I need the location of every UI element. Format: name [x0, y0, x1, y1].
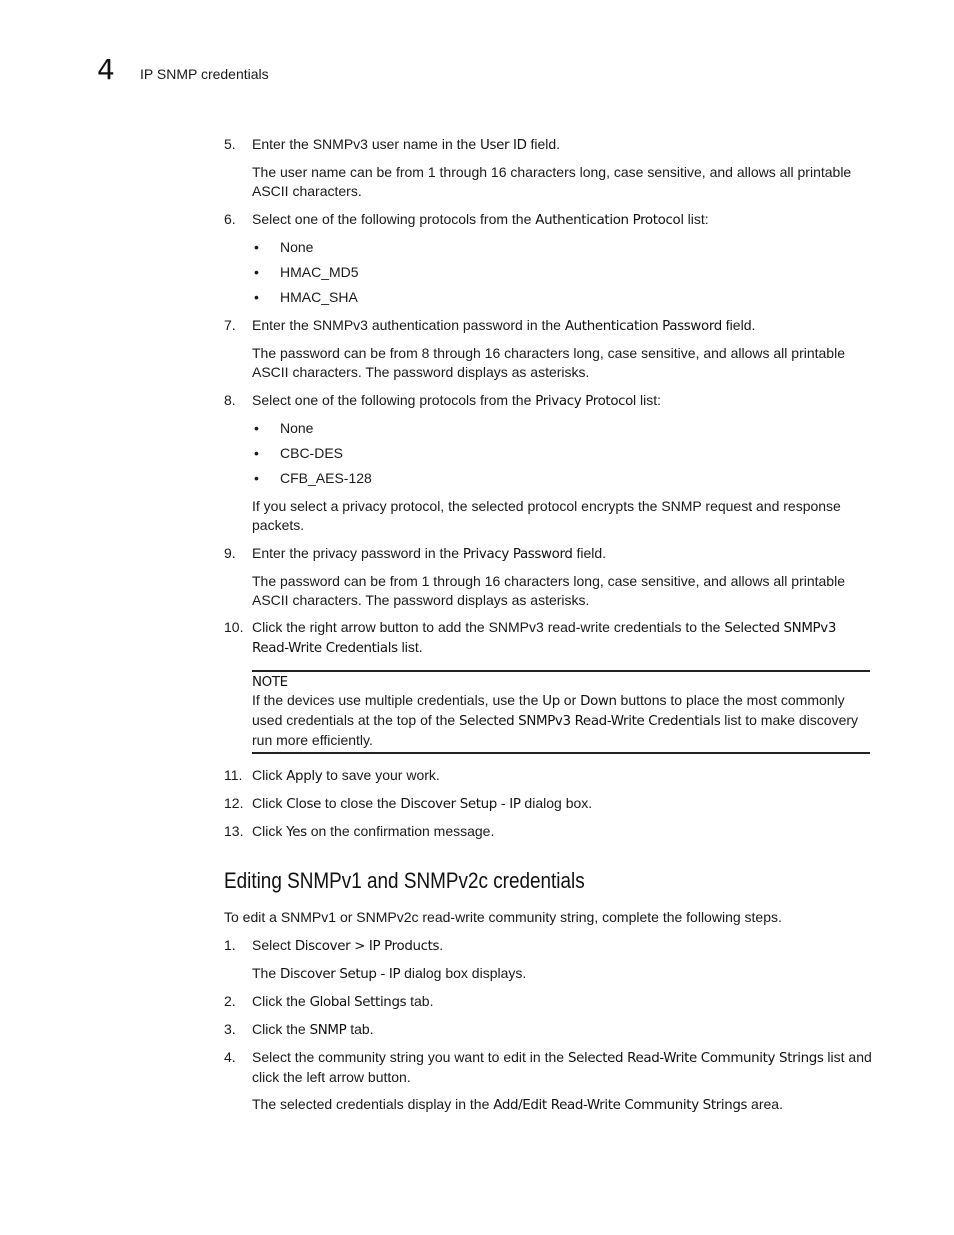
note-text: If the devices use multiple credentials, use the Up or Down buttons to place the most commonly used credentials at the top of the Selected SNMPv3 Read-Write Credentials list to make discovery run more efficiently.	[252, 692, 859, 748]
paragraph: The Discover Setup - IP dialog box displays.	[252, 965, 527, 982]
step-number: 1.	[224, 937, 236, 953]
step-text: Select Discover > IP Products.	[252, 937, 444, 954]
ui-term: Apply	[286, 769, 323, 784]
bullet-marker: •	[254, 289, 259, 305]
step-number: 12.	[224, 795, 244, 811]
note-bottom-rule	[252, 752, 870, 754]
ui-term: Yes	[286, 825, 307, 840]
step-number: 8.	[224, 392, 236, 408]
step-number: 2.	[224, 993, 236, 1009]
paragraph: The password can be from 8 through 16 characters long, case sensitive, and allows all printable ASCII characters. The password displays as asterisks.	[252, 345, 845, 380]
bullet-marker: •	[254, 445, 259, 461]
paragraph: If you select a privacy protocol, the selected protocol encrypts the SNMP request and response packets.	[252, 498, 841, 533]
ui-term: Add/Edit Read-Write Community Strings	[493, 1098, 748, 1113]
ui-term: Discover Setup - IP	[280, 967, 401, 982]
bullet-marker: •	[254, 264, 259, 280]
bullet-marker: •	[254, 239, 259, 255]
ui-term: Close	[286, 797, 321, 812]
chapter-number: 4	[97, 53, 115, 86]
list-item: CBC-DES	[280, 445, 344, 461]
step-number: 10.	[224, 619, 244, 635]
paragraph: The user name can be from 1 through 16 characters long, case sensitive, and allows all printable ASCII characters.	[252, 164, 852, 199]
list-item: HMAC_SHA	[280, 289, 358, 305]
step-text: Click Close to close the Discover Setup - IP dialog box.	[252, 795, 593, 812]
note-top-rule	[252, 670, 870, 672]
step-text: Click Yes on the confirmation message.	[252, 823, 495, 840]
step-number: 3.	[224, 1021, 236, 1037]
ui-term: SNMP	[309, 1023, 347, 1038]
section-intro: To edit a SNMPv1 or SNMPv2c read-write community string, complete the following steps.	[224, 909, 782, 925]
list-item: None	[280, 420, 314, 436]
step-number: 6.	[224, 211, 236, 227]
step-text: Click Apply to save your work.	[252, 767, 440, 784]
step-number: 5.	[224, 136, 236, 152]
ui-term: Down	[580, 694, 617, 709]
ui-term: Selected SNMPv3 Read-Write Credentials	[459, 714, 721, 729]
ui-term: Up	[542, 694, 560, 709]
step-text: Click the right arrow button to add the SNMPv3 read-write credentials to the Selected SNMPv3 Read-Write Credentials list.	[252, 619, 836, 656]
step-number: 4.	[224, 1049, 236, 1065]
section-heading: Editing SNMPv1 and SNMPv2c credentials	[224, 868, 585, 893]
ui-term: Discover > IP Products	[294, 939, 440, 954]
ui-term: Privacy Password	[462, 547, 573, 562]
step-number: 13.	[224, 823, 244, 839]
bullet-marker: •	[254, 470, 259, 486]
ui-term: Privacy Protoco	[535, 394, 634, 409]
ui-term: Selected SNMPv3 Read-Write Credentials	[252, 621, 836, 656]
paragraph: The password can be from 1 through 16 characters long, case sensitive, and allows all printable ASCII characters. The password displays as asterisks.	[252, 573, 845, 608]
step-number: 11.	[224, 767, 243, 783]
ui-term: User ID	[480, 138, 527, 153]
step-text: Select one of the following protocols from the Privacy Protocol list:	[252, 392, 662, 409]
step-number: 9.	[224, 545, 236, 561]
list-item: HMAC_MD5	[280, 264, 359, 280]
step-number: 7.	[224, 317, 236, 333]
bullet-marker: •	[254, 420, 259, 436]
running-header-title: IP SNMP credentials	[140, 66, 269, 82]
list-item: CFB_AES-128	[280, 470, 372, 486]
ui-term: Authentication Password	[564, 319, 722, 334]
step-text: Enter the SNMPv3 user name in the User ID field.	[252, 136, 561, 153]
list-item: None	[280, 239, 314, 255]
step-text: Click the Global Settings tab.	[252, 993, 434, 1010]
ui-term: Selected Read-Write Community Strings	[567, 1051, 824, 1066]
paragraph: The selected credentials display in the Add/Edit Read-Write Community Strings area.	[252, 1096, 783, 1113]
step-text: Select the community string you want to edit in the Selected Read-Write Community Strings list and click the left arrow button.	[252, 1049, 872, 1085]
step-text: Enter the SNMPv3 authentication password in the Authentication Password field.	[252, 317, 756, 334]
ui-term: Authentication Protocol	[535, 213, 684, 228]
step-text: Select one of the following protocols from the Authentication Protocol list:	[252, 211, 709, 228]
ui-term: Discover Setup - IP	[400, 797, 521, 812]
note-label: NOTE	[252, 675, 288, 690]
step-text: Click the SNMP tab.	[252, 1021, 374, 1038]
ui-term: Global Settings	[309, 995, 407, 1010]
step-text: Enter the privacy password in the Privacy Password field.	[252, 545, 607, 562]
